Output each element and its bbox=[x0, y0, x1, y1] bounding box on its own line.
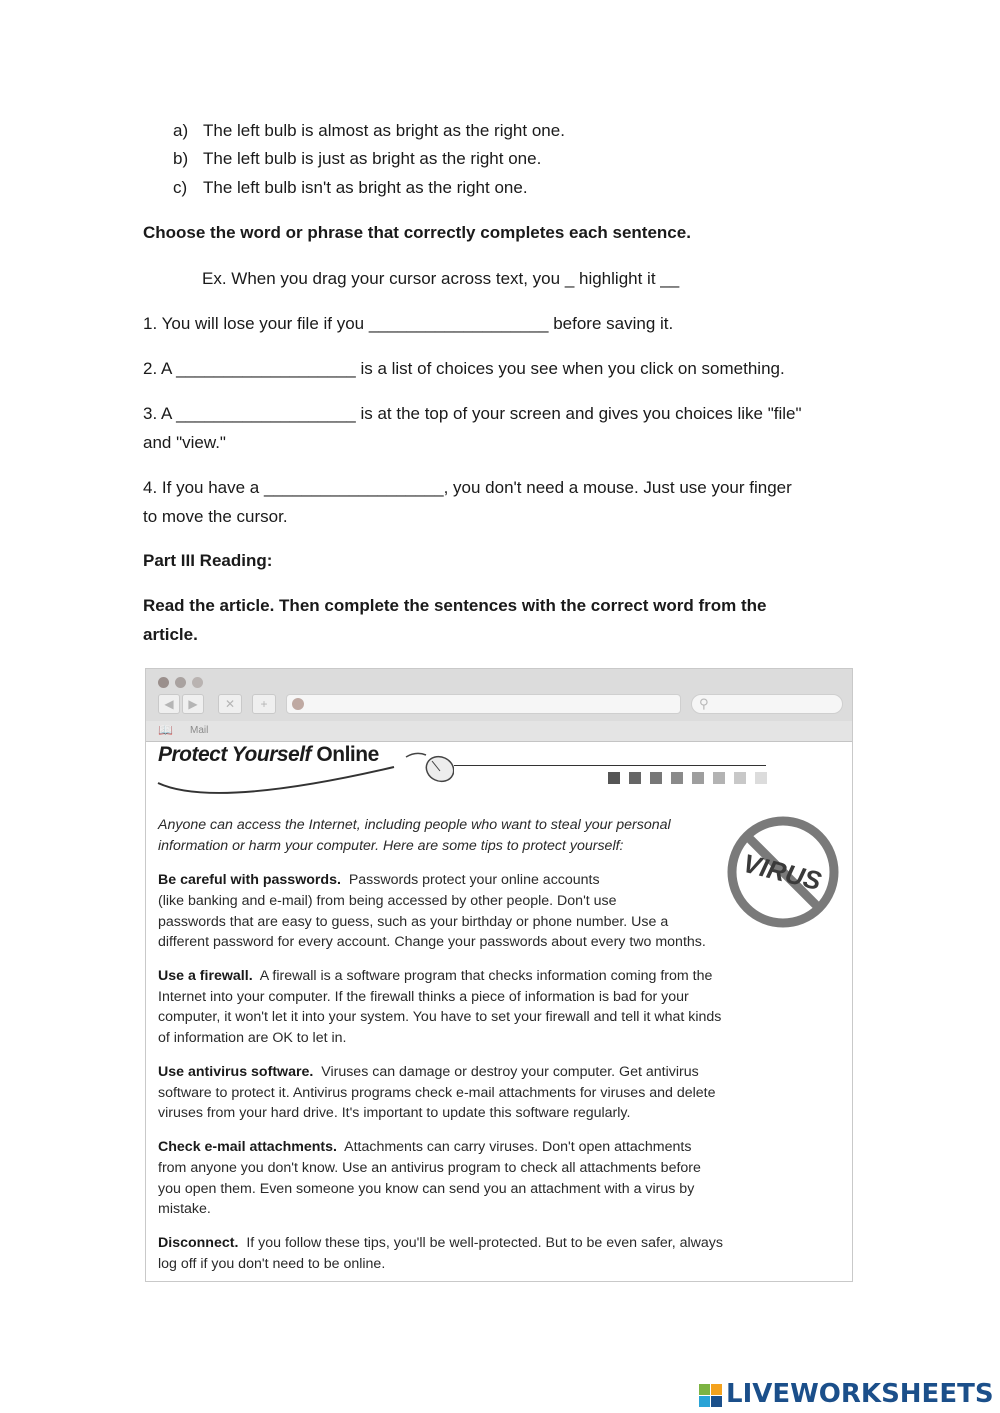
instruction-read-continued: article. bbox=[143, 625, 198, 644]
window-zoom-dot bbox=[192, 677, 203, 688]
tip-passwords bbox=[158, 870, 600, 891]
browser-search-box bbox=[691, 694, 843, 714]
no-virus-icon bbox=[724, 813, 842, 931]
example-sentence: Ex. When you drag your cursor across text, you _ highlight it __ bbox=[202, 269, 680, 288]
tip-line: Attachments can carry viruses. Don't open attachments bbox=[344, 1139, 692, 1155]
browser-toolbar bbox=[146, 669, 852, 742]
headline-online: Online bbox=[316, 743, 379, 766]
tip-heading: Check e-mail attachments. bbox=[158, 1139, 337, 1155]
option-b[interactable] bbox=[173, 145, 673, 173]
tip-line: from anyone you don't know. Use an antivirus program to check all attachments before bbox=[158, 1160, 701, 1176]
instruction-choose: Choose the word or phrase that correctly completes each sentence. bbox=[143, 223, 691, 242]
tip-disconnect bbox=[158, 1233, 723, 1254]
bookmarks-bar bbox=[146, 721, 852, 741]
option-letter: c) bbox=[173, 178, 188, 197]
book-icon: 📖 bbox=[158, 723, 173, 737]
virus-label: VIRUS bbox=[740, 847, 825, 897]
liveworksheets-logo-icon bbox=[698, 1378, 724, 1410]
tip-line: Internet into your computer. If the firewall thinks a piece of information is bad for your bbox=[158, 989, 689, 1005]
plus-icon: + bbox=[252, 694, 276, 714]
headline-rule bbox=[454, 765, 766, 766]
tip-line: of information are OK to let in. bbox=[158, 1030, 347, 1046]
part-heading: Part III Reading: bbox=[143, 551, 273, 570]
option-letter: b) bbox=[173, 149, 189, 168]
magnifier-icon: ⚲ bbox=[699, 696, 709, 711]
intro-line-2: information or harm your computer. Here are some tips to protect yourself: bbox=[158, 838, 624, 854]
tip-heading: Use a firewall. bbox=[158, 968, 253, 984]
tip-antivirus bbox=[158, 1062, 699, 1083]
option-text: The left bulb isn't as bright as the right one. bbox=[203, 178, 528, 197]
window-close-dot bbox=[158, 677, 169, 688]
instruction-read: Read the article. Then complete the sentences with the correct word from the bbox=[143, 596, 767, 615]
back-arrow-icon: ◀ bbox=[158, 694, 180, 714]
option-text: The left bulb is almost as bright as the right one. bbox=[203, 121, 565, 140]
tip-line: Passwords protect your online accounts bbox=[348, 872, 600, 888]
tip-line: viruses from your hard drive. It's important to update this software regularly. bbox=[158, 1105, 631, 1121]
tip-line: A firewall is a software program that checks information coming from the bbox=[259, 968, 713, 984]
option-letter: a) bbox=[173, 121, 189, 140]
option-text: The left bulb is just as bright as the right one. bbox=[203, 149, 542, 168]
address-bar bbox=[286, 694, 681, 714]
tip-heading: Disconnect. bbox=[158, 1235, 239, 1251]
question-4-continued: to move the cursor. bbox=[143, 507, 288, 526]
tip-line: you open them. Even someone you know can send you an attachment with a virus by bbox=[158, 1181, 695, 1197]
forward-arrow-icon: ▶ bbox=[182, 694, 204, 714]
close-x-icon: ✕ bbox=[218, 694, 242, 714]
headline-main: Protect Yourself bbox=[158, 743, 312, 766]
tip-line: different password for every account. Change your passwords about every two months. bbox=[158, 934, 706, 950]
option-a[interactable] bbox=[173, 117, 673, 145]
tip-line: passwords that are easy to guess, such as your birthday or phone number. Use a bbox=[158, 914, 669, 930]
intro-line-1: Anyone can access the Internet, including people who want to steal your personal bbox=[158, 817, 671, 833]
option-c[interactable] bbox=[173, 174, 673, 202]
liveworksheets-logo[interactable]: LIVEWORKSHEETS bbox=[726, 1379, 994, 1409]
tip-line: mistake. bbox=[158, 1201, 211, 1217]
tip-heading: Be careful with passwords. bbox=[158, 872, 341, 888]
question-4[interactable]: 4. If you have a ___________________, you don't need a mouse. Just use your finger bbox=[143, 478, 792, 497]
decorative-squares bbox=[608, 772, 776, 790]
window-minimize-dot bbox=[175, 677, 186, 688]
article-browser-window bbox=[145, 668, 853, 1282]
mouse-icon bbox=[406, 752, 454, 786]
question-3-continued: and "view." bbox=[143, 433, 226, 452]
tip-line: If you follow these tips, you'll be well-protected. But to be even safer, always bbox=[246, 1235, 723, 1251]
article-headline bbox=[158, 743, 379, 767]
question-3[interactable]: 3. A ___________________ is at the top of your screen and gives you choices like "file" bbox=[143, 404, 802, 423]
question-2[interactable]: 2. A ___________________ is a list of choices you see when you click on something. bbox=[143, 359, 785, 378]
tip-line: log off if you don't need to be online. bbox=[158, 1256, 386, 1272]
tip-line: software to protect it. Antivirus programs check e-mail attachments for viruses and delete bbox=[158, 1085, 716, 1101]
tip-heading: Use antivirus software. bbox=[158, 1064, 314, 1080]
site-icon bbox=[292, 698, 304, 710]
tip-line: (like banking and e-mail) from being accessed by other people. Don't use bbox=[158, 893, 617, 909]
bookmark-mail: Mail bbox=[190, 725, 209, 736]
tip-line: computer, it won't let it into your system. You have to set your firewall and tell it what kinds bbox=[158, 1009, 722, 1025]
tip-firewall bbox=[158, 966, 712, 987]
question-1[interactable]: 1. You will lose your file if you ___________________ before saving it. bbox=[143, 314, 674, 333]
tip-attachments bbox=[158, 1137, 691, 1158]
tip-line: Viruses can damage or destroy your computer. Get antivirus bbox=[321, 1064, 699, 1080]
